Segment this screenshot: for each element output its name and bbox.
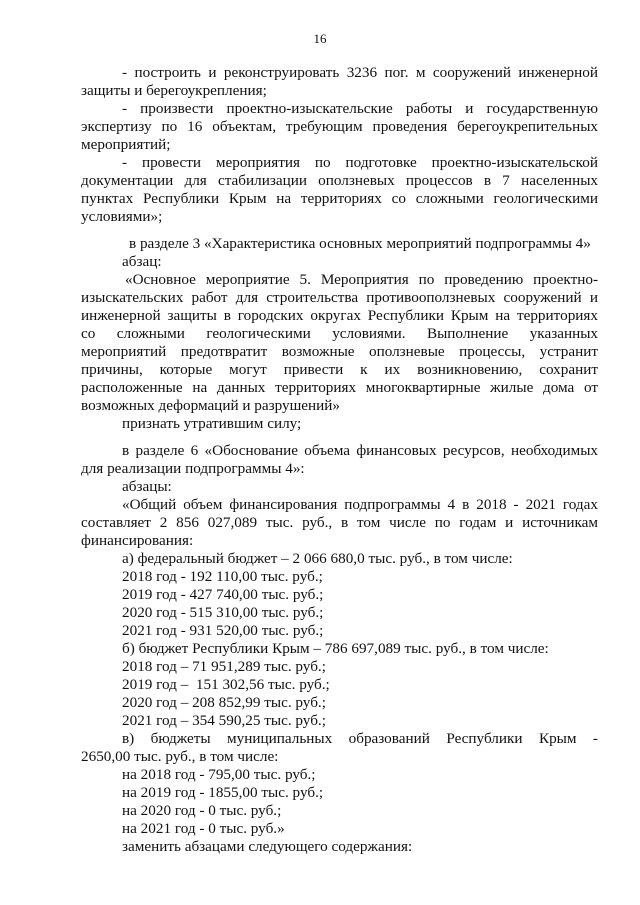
funding-year: 2018 год – 71 951,289 тыс. руб.; (122, 658, 326, 675)
text-line: заменить абзацами следующего содержания: (122, 838, 413, 855)
funding-year: 2021 год – 354 590,25 тыс. руб.; (122, 712, 326, 729)
quote-line: возможных деформаций и разрушений» (81, 397, 341, 414)
funding-year: 2021 год - 931 520,00 тыс. руб.; (122, 622, 324, 639)
funding-source: 2650,00 тыс. руб., в том числе: (81, 748, 279, 765)
text-line: признать утратившим силу; (122, 415, 302, 432)
funding-year: 2020 год – 208 852,99 тыс. руб.; (122, 694, 326, 711)
quote-line: изыскательских работ для строительства противооползневых сооружений и (81, 289, 598, 306)
funding-year: на 2021 год - 0 тыс. руб.» (122, 820, 285, 837)
quote-line: со сложными геологическими условиями. Выполнение указанных (81, 325, 598, 342)
section-heading: в разделе 6 «Обоснование объема финансовых ресурсов, необходимых (122, 442, 598, 459)
text-line: документации для стабилизации оползневых процессов в 7 населенных (81, 172, 598, 189)
text-line: - произвести проектно-изыскательские работы и государственную (122, 100, 598, 117)
quote-line: инженерной защиты в городских округах Республики Крым на территориях (81, 307, 598, 324)
text-line: абзац: (122, 253, 162, 270)
funding-year: на 2019 год - 1855,00 тыс. руб.; (122, 784, 324, 801)
page-number: 16 (313, 31, 327, 46)
text-line: абзацы: (122, 478, 172, 495)
section-heading: для реализации подпрограммы 4»: (81, 460, 305, 477)
text-line: мероприятий; (81, 136, 171, 153)
section-heading: в разделе 3 «Характеристика основных мероприятий подпрограммы 4» (129, 235, 591, 252)
quote-line: причины, которые могут привести к их возникновению, сохранит (81, 361, 598, 378)
quote-line: «Общий объем финансирования подпрограммы 4 в 2018 - 2021 годах (122, 496, 598, 513)
funding-year: 2019 год – 151 302,56 тыс. руб.; (122, 676, 330, 693)
funding-source: а) федеральный бюджет – 2 066 680,0 тыс. руб., в том числе: (122, 550, 513, 567)
text-line: - построить и реконструировать 3236 пог. м сооружений инженерной (122, 64, 598, 81)
funding-year: на 2020 год - 0 тыс. руб.; (122, 802, 282, 819)
quote-line: составляет 2 856 027,089 тыс. руб., в том числе по годам и источникам (81, 514, 598, 531)
text-line: условиями»; (81, 208, 163, 225)
funding-year: 2020 год - 515 310,00 тыс. руб.; (122, 604, 324, 621)
quote-line: «Основное мероприятие 5. Мероприятия по проведению проектно- (125, 271, 598, 288)
text-line: экспертизу по 16 объектам, требующим проведения берегоукрепительных (81, 118, 598, 135)
text-line: пунктах Республики Крым на территориях со сложными геологическими (81, 190, 598, 207)
funding-year: 2019 год - 427 740,00 тыс. руб.; (122, 586, 324, 603)
funding-source: в) бюджеты муниципальных образований Республики Крым - (122, 730, 598, 747)
quote-line: финансирования: (81, 532, 194, 549)
quote-line: мероприятий предотвратит возможные оползневые процессы, устранит (81, 343, 598, 360)
text-line: - провести мероприятия по подготовке проектно-изыскательской (122, 154, 598, 171)
funding-year: на 2018 год - 795,00 тыс. руб.; (122, 766, 316, 783)
funding-year: 2018 год - 192 110,00 тыс. руб.; (122, 568, 323, 585)
text-line: защиты и берегоукрепления; (81, 82, 267, 99)
funding-source: б) бюджет Республики Крым – 786 697,089 тыс. руб., в том числе: (122, 640, 549, 657)
quote-line: расположенные на данных территориях многоквартирные жилые дома от (81, 379, 598, 396)
